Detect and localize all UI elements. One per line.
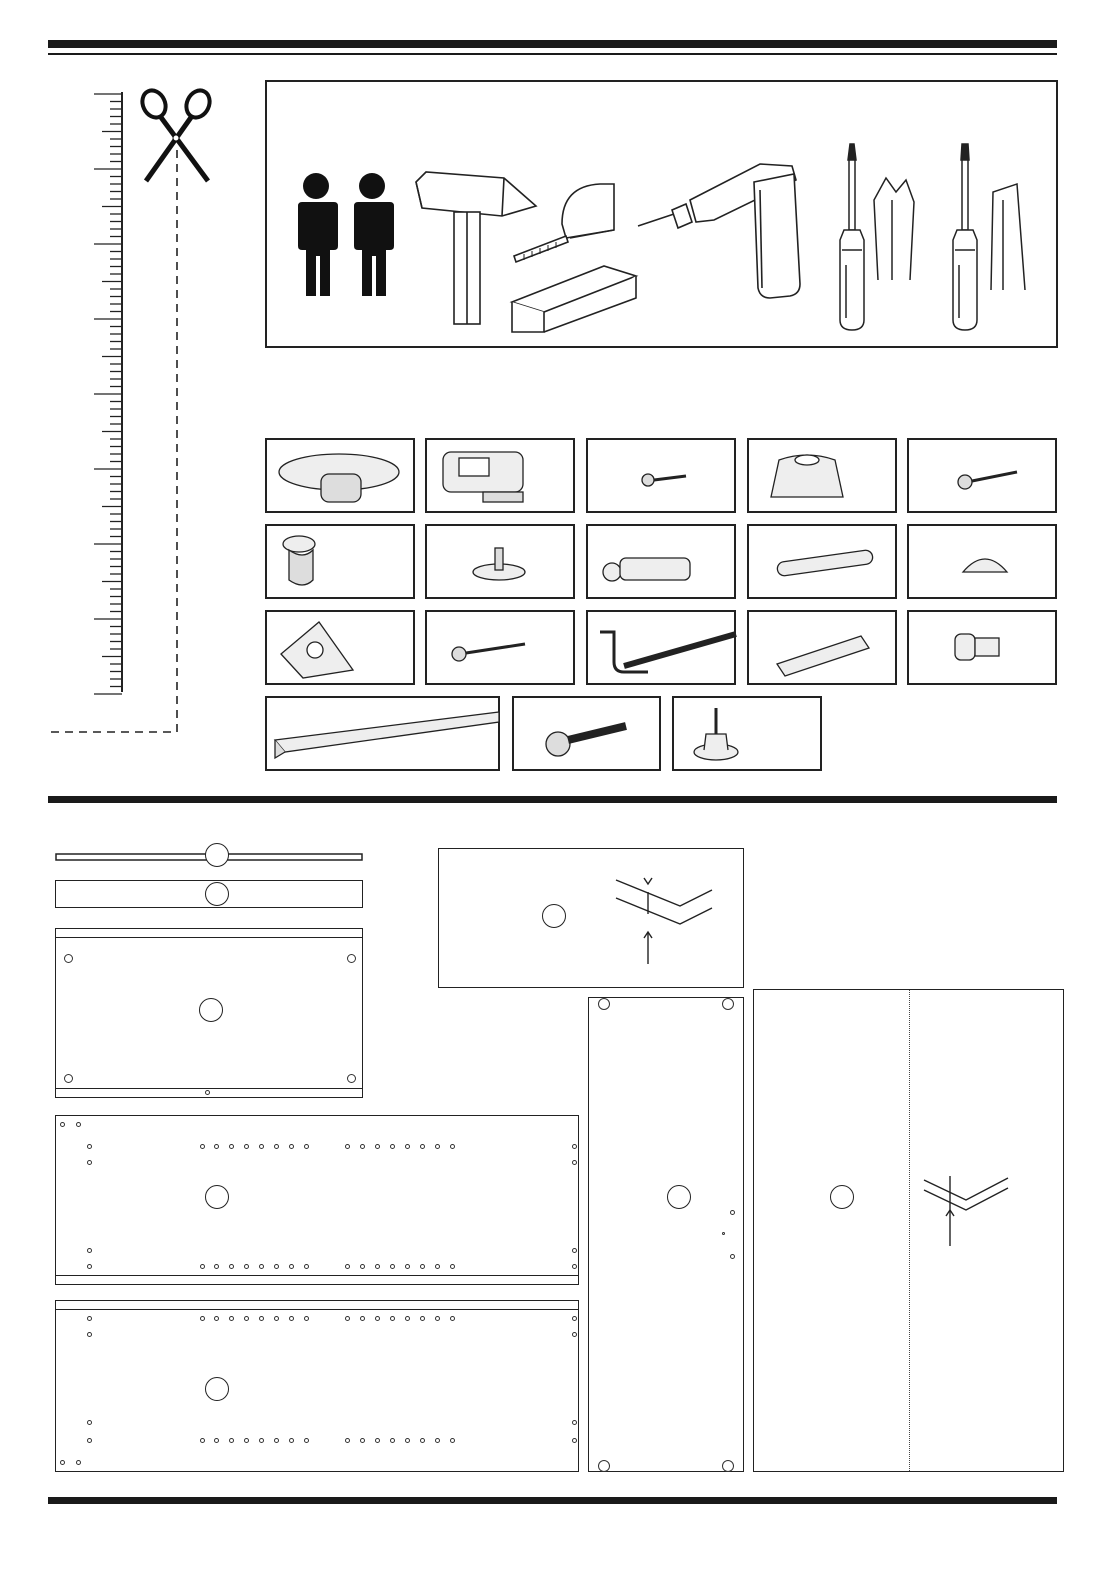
hole bbox=[345, 1144, 350, 1149]
hole bbox=[360, 1264, 365, 1269]
back-panel-detail-diagram bbox=[920, 1170, 1015, 1250]
hardware-box bbox=[265, 438, 415, 513]
hole bbox=[87, 1332, 92, 1337]
hole bbox=[345, 1264, 350, 1269]
hole bbox=[200, 1316, 205, 1321]
hole bbox=[420, 1144, 425, 1149]
hole bbox=[214, 1316, 219, 1321]
hole bbox=[450, 1438, 455, 1443]
hole bbox=[229, 1264, 234, 1269]
panel-label-circle bbox=[205, 882, 229, 906]
hole bbox=[420, 1264, 425, 1269]
footer-rule bbox=[48, 1497, 1057, 1504]
hole bbox=[259, 1316, 264, 1321]
back-panel bbox=[753, 989, 1064, 1472]
power-drill-icon bbox=[634, 160, 804, 300]
hole bbox=[87, 1316, 92, 1321]
hole bbox=[289, 1264, 294, 1269]
hardware-box bbox=[265, 610, 415, 685]
hardware-box bbox=[747, 610, 897, 685]
hardware-box bbox=[425, 610, 575, 685]
hole bbox=[259, 1264, 264, 1269]
cut-line bbox=[48, 150, 188, 740]
cam-bolt-icon bbox=[269, 528, 411, 595]
hole bbox=[598, 1460, 610, 1472]
cover-cap-icon bbox=[911, 528, 1053, 595]
hole bbox=[405, 1438, 410, 1443]
phillips-screwdriver-icon bbox=[830, 140, 920, 335]
hole bbox=[214, 1144, 219, 1149]
hole bbox=[229, 1316, 234, 1321]
panel-label-circle bbox=[205, 1185, 229, 1209]
hole bbox=[64, 1074, 73, 1083]
hardware-box bbox=[672, 696, 822, 771]
wooden-dowel-icon bbox=[751, 528, 893, 595]
hole bbox=[360, 1438, 365, 1443]
hole bbox=[390, 1438, 395, 1443]
hole bbox=[214, 1264, 219, 1269]
hole bbox=[76, 1460, 81, 1465]
hole bbox=[87, 1160, 92, 1165]
panel-label-circle bbox=[542, 904, 566, 928]
flat-screwdriver-icon bbox=[945, 140, 1035, 335]
hole bbox=[435, 1264, 440, 1269]
panel-label-circle bbox=[199, 998, 223, 1022]
hole bbox=[229, 1144, 234, 1149]
hardware-box bbox=[512, 696, 661, 771]
hole bbox=[64, 954, 73, 963]
hardware-box bbox=[586, 610, 736, 685]
hole bbox=[345, 1316, 350, 1321]
hole bbox=[730, 1254, 735, 1259]
small-screw-icon bbox=[590, 442, 732, 509]
hole bbox=[60, 1122, 65, 1127]
connector-plate-icon bbox=[429, 442, 571, 509]
hardware-box bbox=[907, 524, 1057, 599]
hole bbox=[420, 1316, 425, 1321]
long-screw-icon bbox=[429, 614, 571, 681]
hardware-box bbox=[586, 524, 736, 599]
hole bbox=[450, 1264, 455, 1269]
hole bbox=[87, 1438, 92, 1443]
hole bbox=[274, 1438, 279, 1443]
hole bbox=[200, 1144, 205, 1149]
hole bbox=[304, 1264, 309, 1269]
tape-measure-icon bbox=[510, 180, 620, 265]
rubber-foot-icon bbox=[751, 442, 893, 509]
shelf-pin-icon bbox=[911, 614, 1053, 681]
hole bbox=[244, 1144, 249, 1149]
hole bbox=[304, 1144, 309, 1149]
hole bbox=[375, 1316, 380, 1321]
hardware-box bbox=[907, 610, 1057, 685]
header-rule-thick bbox=[48, 40, 1057, 48]
panel-label-circle bbox=[830, 1185, 854, 1209]
hole bbox=[345, 1438, 350, 1443]
hole bbox=[405, 1264, 410, 1269]
hole bbox=[289, 1316, 294, 1321]
hole bbox=[60, 1460, 65, 1465]
hole bbox=[390, 1144, 395, 1149]
hole bbox=[390, 1264, 395, 1269]
hole bbox=[259, 1438, 264, 1443]
hole bbox=[572, 1160, 577, 1165]
hole bbox=[722, 998, 734, 1010]
hardware-box bbox=[586, 438, 736, 513]
glide-pin-icon bbox=[429, 528, 571, 595]
hole bbox=[390, 1316, 395, 1321]
long-shelf-panel-2 bbox=[55, 1300, 579, 1472]
panel-label-circle bbox=[205, 843, 229, 867]
panel-label-circle bbox=[667, 1185, 691, 1209]
hole bbox=[244, 1264, 249, 1269]
wall-plug-icon bbox=[751, 614, 893, 681]
hole bbox=[722, 1460, 734, 1472]
hole bbox=[289, 1144, 294, 1149]
edge-detail-diagram bbox=[610, 870, 720, 970]
wood-block-icon bbox=[508, 262, 643, 337]
header-rule-thin bbox=[48, 53, 1057, 55]
hole bbox=[259, 1144, 264, 1149]
hardware-box bbox=[425, 524, 575, 599]
hole bbox=[730, 1210, 735, 1215]
hole bbox=[435, 1144, 440, 1149]
wood-screw-icon bbox=[911, 442, 1053, 509]
hole bbox=[375, 1438, 380, 1443]
hole bbox=[405, 1316, 410, 1321]
hole bbox=[205, 1090, 210, 1095]
hole bbox=[200, 1438, 205, 1443]
hardware-box bbox=[747, 524, 897, 599]
hole bbox=[274, 1264, 279, 1269]
hardware-box bbox=[265, 524, 415, 599]
hole bbox=[722, 1232, 725, 1235]
hole bbox=[244, 1438, 249, 1443]
hole bbox=[214, 1438, 219, 1443]
hole bbox=[572, 1420, 577, 1425]
hook-screw-icon bbox=[590, 614, 732, 681]
long-shelf-panel-1 bbox=[55, 1115, 579, 1285]
hole bbox=[420, 1438, 425, 1443]
hardware-box bbox=[747, 438, 897, 513]
hole bbox=[87, 1420, 92, 1425]
hole bbox=[450, 1316, 455, 1321]
side-panel bbox=[588, 997, 744, 1472]
hole bbox=[289, 1438, 294, 1443]
hole bbox=[347, 1074, 356, 1083]
hardware-box bbox=[907, 438, 1057, 513]
hole bbox=[304, 1438, 309, 1443]
hole bbox=[572, 1144, 577, 1149]
hole bbox=[200, 1264, 205, 1269]
cam-lock-housing-icon bbox=[269, 442, 411, 509]
section-divider bbox=[48, 796, 1057, 803]
hole bbox=[572, 1264, 577, 1269]
hole bbox=[274, 1316, 279, 1321]
hardware-box bbox=[425, 438, 575, 513]
hole bbox=[572, 1316, 577, 1321]
two-people-icon bbox=[292, 170, 402, 300]
hole bbox=[244, 1316, 249, 1321]
hole bbox=[87, 1264, 92, 1269]
hardware-box bbox=[265, 696, 500, 771]
hole bbox=[375, 1264, 380, 1269]
hole bbox=[598, 998, 610, 1010]
hole bbox=[435, 1438, 440, 1443]
hole bbox=[360, 1316, 365, 1321]
hole bbox=[360, 1144, 365, 1149]
hole bbox=[572, 1248, 577, 1253]
hole bbox=[450, 1144, 455, 1149]
hole bbox=[572, 1332, 577, 1337]
hole bbox=[347, 954, 356, 963]
hole bbox=[435, 1316, 440, 1321]
hole bbox=[572, 1438, 577, 1443]
hole bbox=[229, 1438, 234, 1443]
large-screw-icon bbox=[516, 700, 657, 767]
corner-bracket-icon bbox=[269, 614, 411, 681]
hole bbox=[76, 1122, 81, 1127]
rail-profile-icon bbox=[269, 700, 496, 767]
nail-glide-icon bbox=[676, 700, 818, 767]
hole bbox=[405, 1144, 410, 1149]
hole bbox=[304, 1316, 309, 1321]
hole bbox=[375, 1144, 380, 1149]
connector-bolt-icon bbox=[590, 528, 732, 595]
hole bbox=[274, 1144, 279, 1149]
hole bbox=[87, 1144, 92, 1149]
panel-label-circle bbox=[205, 1377, 229, 1401]
hole bbox=[87, 1248, 92, 1253]
